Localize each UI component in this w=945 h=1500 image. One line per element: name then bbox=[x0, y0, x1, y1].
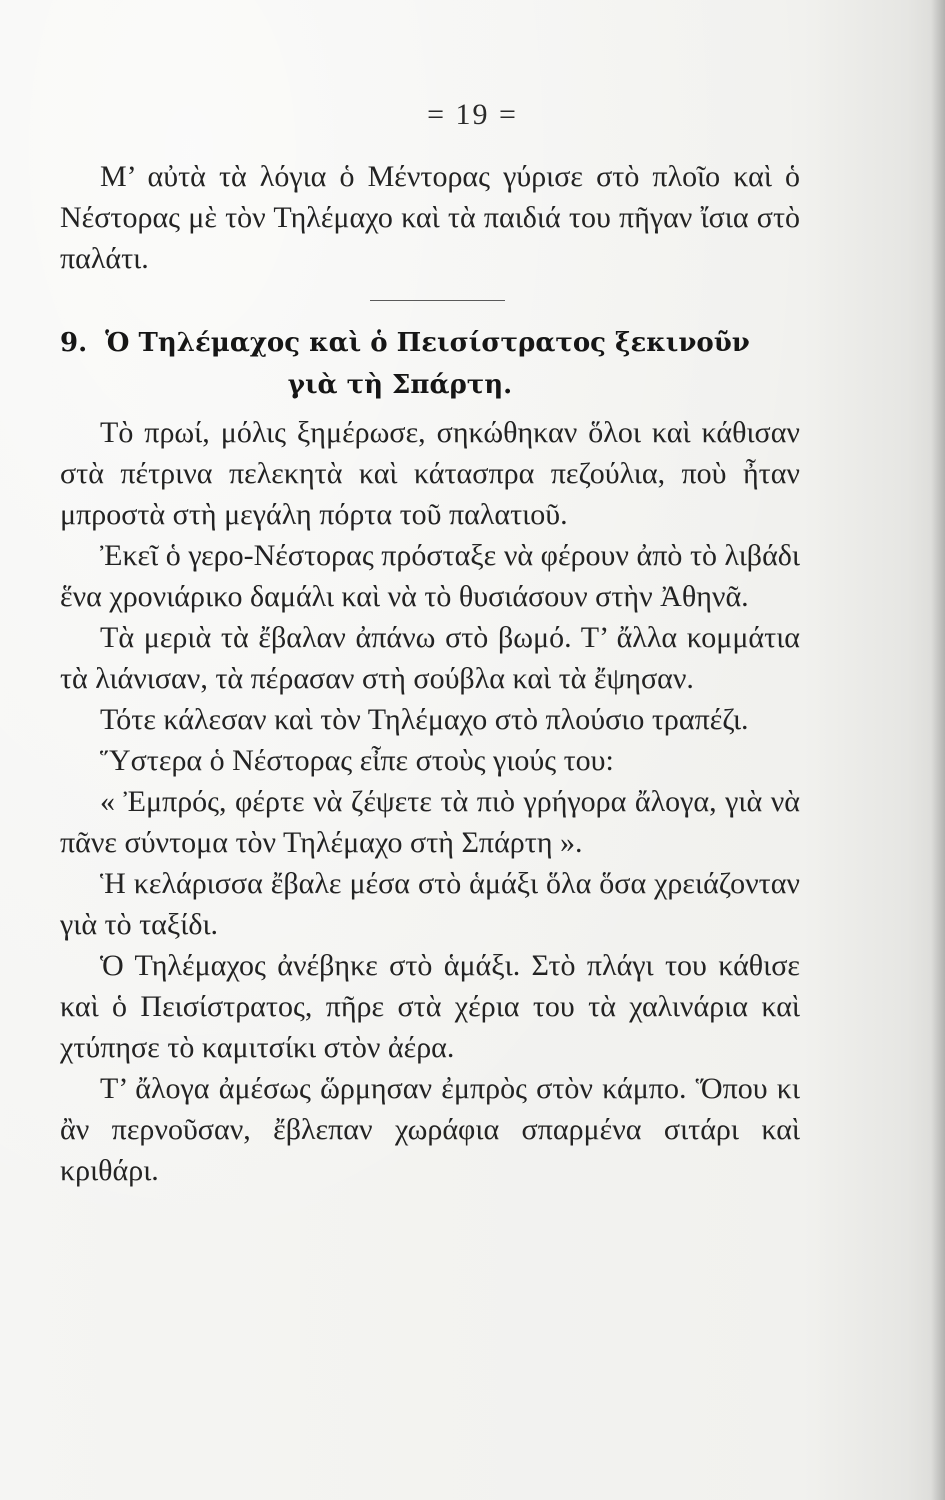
intro-text-block bbox=[60, 156, 800, 279]
chapter-title-line2: γιὰ τὴ Σπάρτη. bbox=[287, 370, 513, 400]
body-paragraph: Τότε κάλεσαν καὶ τὸν Τηλέμαχο στὸ πλούσιο τραπέζι. bbox=[100, 703, 749, 736]
section-divider bbox=[370, 300, 505, 301]
page-edge-shadow bbox=[931, 0, 945, 1500]
body-paragraph: Τ’ ἄλογα ἀμέσως ὥρμησαν ἐμπρὸς στὸν κάμπο. Ὅπου κι ἂν περνοῦσαν, ἔβλεπαν χωράφια σπαρμένα σιτάρι καὶ κριθάρι. bbox=[60, 1072, 800, 1187]
body-text-block bbox=[60, 412, 800, 1191]
body-paragraph: « Ἐμπρός, φέρτε νὰ ζέψετε τὰ πιὸ γρήγορα ἄλογα, γιὰ νὰ πᾶνε σύντομα τὸν Τηλέμαχο στὴ Σπάρτη ». bbox=[60, 785, 800, 859]
body-paragraph: Ἡ κελάρισσα ἔβαλε μέσα στὸ ἁμάξι ὅλα ὅσα χρειάζονταν γιὰ τὸ ταξίδι. bbox=[60, 867, 800, 941]
body-paragraph: Ὕστερα ὁ Νέστορας εἶπε στοὺς γιούς του: bbox=[100, 744, 614, 777]
body-paragraph: Ἐκεῖ ὁ γερο-Νέστορας πρόσταξε νὰ φέρουν ἀπὸ τὸ λιβάδι ἕνα χρονιάρικο δαμάλι καὶ νὰ τὸ θυσιάσουν στὴν Ἀθηνᾶ. bbox=[60, 539, 800, 613]
chapter-number: 9. bbox=[60, 328, 88, 358]
chapter-heading-line1 bbox=[60, 322, 820, 364]
body-paragraph: Ὁ Τηλέμαχος ἀνέβηκε στὸ ἁμάξι. Στὸ πλάγι του κάθισε καὶ ὁ Πεισίστρατος, πῆρε στὰ χέρια του τὰ χαλινάρια καὶ χτύπησε τὸ καμιτσίκι στὸν ἀέρα. bbox=[60, 949, 800, 1064]
chapter-title-line1: Ὁ Τηλέμαχος καὶ ὁ Πεισίστρατος ξεκινοῦν bbox=[105, 328, 750, 358]
body-paragraph: Τὸ πρωί, μόλις ξημέρωσε, σηκώθηκαν ὅλοι καὶ κάθισαν στὰ πέτρινα πελεκητὰ καὶ κάτασπρα πεζούλια, ποὺ ἦταν μπροστὰ στὴ μεγάλη πόρτα τοῦ παλατιοῦ. bbox=[60, 416, 800, 531]
page-number: = 19 = bbox=[427, 98, 518, 131]
body-paragraph: Τὰ μεριὰ τὰ ἔβαλαν ἀπάνω στὸ βωμό. Τ’ ἄλλα κομμάτια τὰ λιάνισαν, τὰ πέρασαν στὴ σούβλα καὶ τὰ ἔψησαν. bbox=[60, 621, 800, 695]
intro-paragraph: Μ’ αὐτὰ τὰ λόγια ὁ Μέντορας γύρισε στὸ πλοῖο καὶ ὁ Νέστορας μὲ τὸν Τηλέμαχο καὶ τὰ παιδιά του πῆγαν ἴσια στὸ παλάτι. bbox=[60, 160, 800, 275]
chapter-heading bbox=[60, 322, 820, 406]
